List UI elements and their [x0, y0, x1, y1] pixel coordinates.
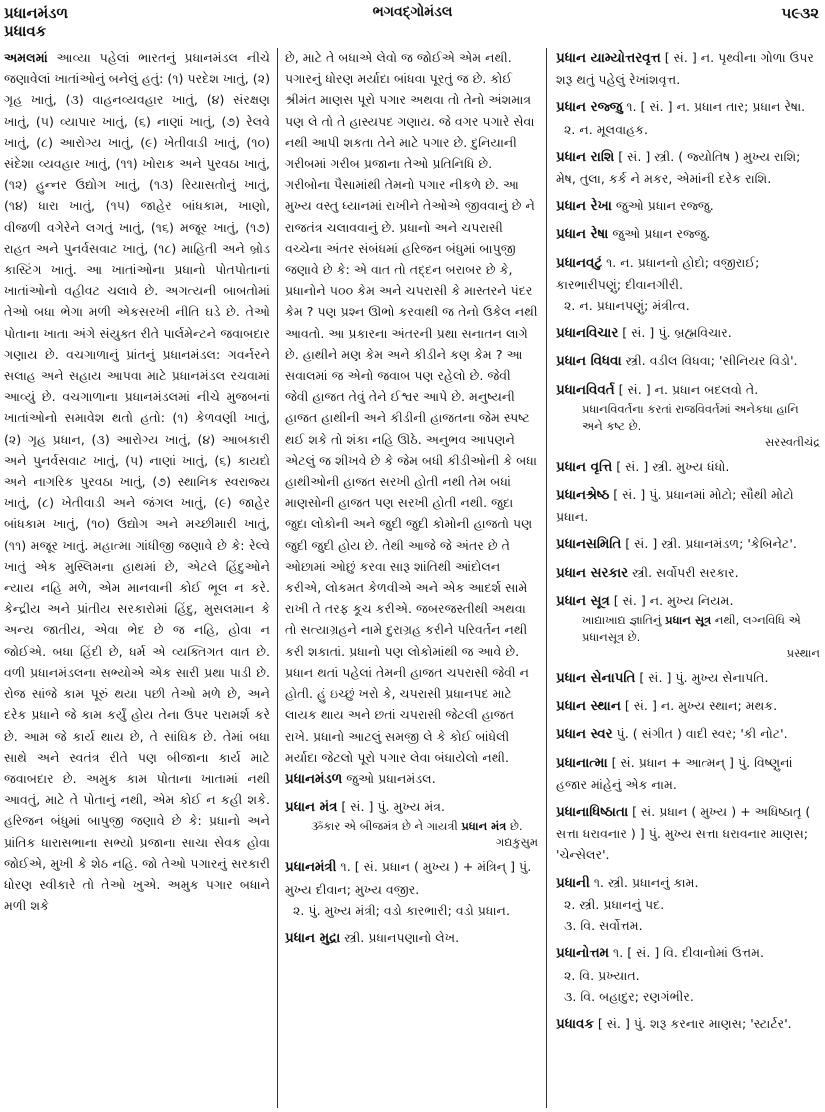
headword: પ્રધાની: [556, 875, 590, 891]
entry-main: [556, 533, 820, 555]
headword: પ્રધાનવટું: [556, 255, 603, 271]
headword: પ્રધાનાત્મા: [556, 755, 608, 771]
quote-source: ગદ્યકુસુમ: [495, 835, 538, 850]
dictionary-entry: [556, 484, 820, 527]
entry-main: [556, 223, 820, 245]
dictionary-entry: [285, 796, 538, 850]
sense: ૩. વિ. બહાદુર; રણગંભીર.: [564, 988, 694, 1004]
dictionary-entry: [556, 47, 820, 90]
headword: પ્રધાવક: [556, 1016, 594, 1032]
headword: પ્રધાન રજ્જુ: [556, 100, 623, 116]
column-divider: [546, 48, 547, 1108]
definition: [ સં. પ્રધાન ( મુખ્ય ) + અધિષ્ઠાતૃ ( સત્તા ધરાવનાર ) ] પું. મુખ્ય સત્તા ધરાવનાર માણસ; 'ચેન્સેલર'.: [556, 804, 811, 863]
headword: પ્રધાનવિવર્ત: [556, 382, 615, 398]
dictionary-entry: [556, 562, 820, 584]
headword: પ્રધાન રેખા: [556, 199, 612, 215]
definition: ૧. [ સં. ] વિ. દીવાનોમાં ઉત્તમ.: [609, 945, 765, 961]
definition: [ સં. ] સ્ત્રી. ( જ્યોતિષ ) મુખ્ય રાશિ; મેષ, તુલા, કર્ક ને મકર, એમાંની દરેક રાશિ.: [556, 148, 801, 187]
page-header: [0, 2, 825, 42]
dictionary-entry: [556, 723, 820, 745]
entry-main: [556, 96, 820, 118]
entry-list: [285, 768, 538, 949]
entry-main: [285, 927, 538, 949]
definition: ૧. સ્ત્રી. પ્રધાનનું કામ.: [589, 874, 699, 890]
headword: પ્રધાન રાશિ: [556, 149, 615, 165]
sense: ૨. સ્ત્રી. પ્રધાનનું પદ.: [564, 896, 665, 912]
headword: પ્રધાન યામ્યોત્તરવૃત્ત: [556, 51, 661, 66]
usage-quote: [285, 818, 538, 850]
definition: [ સં. ] સ્ત્રી. પ્રધાનમંડળ; 'કેબિનેટ'.: [621, 536, 797, 552]
entry-main: [556, 146, 820, 189]
quote-text: પ્રધાનવિવર્તના કરતાં રાજવિવર્તમાં અનેકધા હાનિ અને કષ્ટ છે.: [582, 401, 799, 433]
definition: [ સં. પ્રધાન + આત્મન્ ] પું. વિષ્ણુનાં હજાર માંહેનું એક નામ.: [556, 754, 793, 792]
guide-word-first: પ્રધાનમંડળ: [4, 4, 69, 22]
dictionary-title: ભગવદ્ગોમંડલ: [372, 4, 453, 20]
sense: ૨. પું. મુખ્ય મંત્રી; વડો કારભારી; વડો પ્રધાન.: [293, 902, 510, 918]
definition: [ સં. ] પું. પ્રધાનમાં મોટો; સૌથી મોટો પ્રધાન.: [556, 487, 794, 525]
definition: જુઓ પ્રધાનમંડલ.: [342, 770, 436, 786]
dictionary-entry: [556, 379, 820, 450]
headword: પ્રધાન સૂત્ર: [556, 593, 610, 609]
dictionary-entry: [556, 223, 820, 245]
quote-headword: પ્રધાન મંત્ર: [461, 819, 507, 834]
lead-words: અમલમાં: [4, 50, 48, 65]
dictionary-entry: [556, 667, 820, 689]
definition: ૧. [ સં. પ્રધાન ( મુખ્ય ) + મંત્રિન્ ] પું. મુખ્ય દીવાન; મુખ્ય વજીર.: [285, 859, 532, 897]
quote-source: સરસ્વતીચંદ્ર: [764, 434, 820, 449]
entry-main: [556, 942, 820, 964]
definition: [ સં. ] પું. મુખ્ય સેનાપતિ.: [635, 670, 769, 686]
headword: પ્રધાનસમિતિ: [556, 537, 622, 553]
entry-main: [556, 801, 820, 866]
definition: સ્ત્રી. સર્વોપરી સરકાર.: [628, 564, 739, 580]
page-number: ૫૯૩૨: [781, 4, 819, 22]
definition: [ સં. ] ન. પૃથ્વીના ગોળા ઉપર શરૂ થતું પહેલું રેખાંશવૃત્ત.: [556, 50, 814, 88]
definition: [ સં. ] ન. પ્રધાન બદલવો તે.: [614, 381, 759, 397]
entry-main: [556, 695, 820, 717]
dictionary-entry: [556, 533, 820, 555]
quote-text: નથી, લગ્નવિધિ એ પ્રધાનસૂત્ર છે.: [582, 613, 801, 645]
column-divider: [277, 48, 278, 1108]
headword: પ્રધાન સરકાર: [556, 565, 629, 581]
headword: પ્રધાન સેનાપતિ: [556, 671, 636, 687]
definition: ૧. [ સં. ] ન. પ્રધાન તાર; પ્રધાન રેષા.: [622, 99, 806, 115]
definition: જુઓ પ્રધાન રજ્જુ.: [611, 198, 714, 214]
dictionary-entry: [556, 322, 820, 344]
definition: [ સં. ] ન. મુખ્ય નિયમ.: [609, 592, 734, 608]
usage-quote: [556, 612, 820, 661]
sense: ૨. ન. મૂલવાહક.: [564, 121, 648, 137]
entry-main: [556, 350, 820, 372]
definition: પું. ( સંગીત ) વાદી સ્વર; 'કી નોટ'.: [612, 726, 788, 742]
entry-main: [556, 562, 820, 584]
paragraph-text: આવ્યા પહેલાં ભારતનું પ્રધાનમંડલ નીચે જણાવેલાં ખાતાંઓનું બનેલું હતું: (૧) પરદેશ ખાતું, (૨) ગૃહ ખાતું, (૩) વાહનવ્યવહાર ખાતું, (૪) સંરક્ષણ ખાતું, (૫) વ્યાપાર ખાતું, (૬) નાણાં ખાતું, (૭) રેલવે ખાતું, (૮) આરોગ્ય ખાતું, (૯) ખેતીવાડી ખાતું, (૧૦) સંદેશા વ્યવહાર ખાતું, (૧૧) ખોરાક અને પુરવઠા ખાતું, (૧૨) હુન્નર ઉદ્યોગ ખાતું, (૧૩) રિયાસતોનું ખાતું, (૧૪) ધારા ખાતું, (૧૫) જાહેર બાંધકામ, ખાણો, વીજળી વગેરેને લગતું ખાતું, (૧૬) મજૂર ખાતું, (૧૭) રાહત અને પુનર્વસવાટ ખાતું, (૧૮) માહિતી અને બ્રોડ કાસ્ટિંગ ખાતું. આ ખાતાંઓના પ્રધાનો પોતપોતાનાં ખાતાંઓનો વહીવટ ચલાવે છે. અગત્યની બાબતોમાં તેઓ બધા ભેગા મળી એકસરખી નીતિ ઘડે છે. તેઓ પોતાના ખાતા અંગે સંયુક્ત રીતે પાર્લમેન્ટને જવાબદાર ગણાય છે. વચગાળાનું પ્રાંતનું પ્રધાનમંડલ: ગવર્નરને સલાહ અને સહાય આપવા માટે પ્રધાનમંડલ રચવામાં આવ્યું છે. વચગાળાના પ્રધાનમંડલમાં નીચે મુજબનાં ખાતાંઓનો સમાવેશ થતો હતો: (૧) કેળવણી ખાતું, (૨) ગૃહ પ્રધાન, (૩) આરોગ્ય ખાતું, (૪) આબકારી અને પુનર્વસવાટ ખાતું, (૫) નાણાં ખાતું, (૬) કાયદો અને નાગરિક પુરવઠા ખાતું, (૭) સ્થાનિક સ્વરાજ્ય ખાતું, (૮) ખેતીવાડી અને જંગલ ખાતું, (૯) જાહેર બાંધકામ ખાતું, (૧૦) ઉદ્યોગ અને મચ્છીમારી ખાતું, (૧૧) મજૂર ખાતું. મહાત્મા ગાંધીજી જણાવે છે કે: રેલ્વે ખાતું એક મુસ્લિમના હાથમાં છે, એટલે હિંદુઓને ન્યાય નહિ મળે, એમ માનવાની કોઈ ભૂલ ન કરે. કેન્દ્રીય અને પ્રાંતીય સરકારોમાં હિંદુ, મુસલમાન કે અન્ય જાતીય, એવા ભેદ છે જ નહિ, હોવા ન જોઈએ. બધા હિંદી છે, ધર્મ એ વ્યક્તિગત વાત છે. વળી પ્રધાનમંડલના સભ્યોએ એક સારી પ્રથા પાડી છે. રોજ સાંજે કામ પૂરું થયા પછી તેઓ મળે છે, અને દરેક પ્રધાને જે કામ કર્યું હોય તેના ઉપર પરામર્શ કરે છે. આમ જે કાર્ય થાય છે, તે સાંઘિક છે. તેમાં બધા સાથે અને સ્વતંત્ર રીતે પણ બીજાના કાર્ય માટે જવાબદાર છે. અમુક કામ પોતાના ખાતામાં નથી આવતું, માટે તે પોતાનું નથી, એમ કોઈ ન કહી શકે. હરિજન બંધુમાં બાપુજી જણાવે છે કે: પ્રધાનો અને પ્રાંતિક ધારાસભાના સભ્યો પ્રજાના સાચા સેવક હોવા જોઈએ, મુખી કે શેઠ નહિ. જો તેઓ પગારનું સરકારી ધોરણ સ્વીકારે તો તેઓ ખુએ. અમુક પગાર બધાને મળી શકે: [4, 50, 270, 914]
dictionary-entry: [556, 350, 820, 372]
dictionary-entry: [556, 752, 820, 795]
entry-main: [556, 379, 820, 401]
quote-source: પ્રસ્થાન: [786, 646, 820, 661]
dictionary-entry: [556, 801, 820, 866]
headword: પ્રધાન મંત્ર: [285, 800, 338, 816]
quote-headword: પ્રધાન સૂત્ર: [665, 613, 712, 628]
definition: સ્ત્રી. વડીલ વિધવા; 'સીનિયર વિડો'.: [621, 353, 798, 369]
headword: પ્રધાનમંત્રી: [285, 860, 337, 876]
sense: ૩. વિ. સર્વોત્તમ.: [564, 918, 643, 934]
definition: [ સં. ] પું. શરૂ કરનાર માણસ; 'સ્ટાર્ટર'.: [593, 1015, 792, 1031]
headword: પ્રધાન સ્વર: [556, 727, 613, 743]
column-3: [556, 47, 820, 1041]
entry-main: [285, 768, 538, 790]
continued-paragraph: છે, માટે તે બધાએ લેવો જ જોઈએ એમ નથી. પગારનું ધોરણ મર્યાદા બાંધવા પૂરતું જ છે. કોઈ શ્રીમંત માણસ પૂરો પગાર અથવા તો તેનો અંશમાત્ર પણ લે તો તે હાસ્યપદ ગણાય. જે વગર પગારે સેવા નથી આપી શકતા તેને માટે પગાર છે. દુનિયાની ગરીબમાં ગરીબ પ્રજાના તેઓ પ્રતિનિધિ છે. ગરીબોના પૈસામાંથી તેમનો પગાર નીકળે છે. આ મુખ્ય વસ્તુ ધ્યાનમાં રાખીને તેઓએ જીવવાનું છે ને રાજતંત્ર ચલાવવાનું છે. પ્રધાનો અને ચપરાસી વચ્ચેના અંતર સંબંધમાં હરિજન બંધુમાં બાપુજી જણાવે છે કે: એ વાત તો તદ્દન બરાબર છે કે, પ્રધાનોને ૫૦૦ કેમ અને ચપરાસી કે માસ્તરને પંદર કેમ ? પણ પ્રશ્ન ઊભો કરવાથી જ તેનો ઉકેલ નથી આવતો. આ પ્રકારના અંતરની પ્રથા સનાતન લાગે છે. હાથીને મણ કેમ અને કીડીને કણ કેમ ? આ સવાલમાં જ એનો જવાબ પણ રહેલો છે. જેવી જેવી હાજત તેવું તેને ઈશ્વર આપે છે. મનુષ્યની હાજત હાથીની અને કીડીની હાજતના જેમ સ્પષ્ટ થઈ શકે તો શંકા નહિ ઊઠે. અનુભવ આપણને એટલું જ શીખવે છે કે જેમ બધી કીડીઓની કે બધા હાથીઓની હાજત સરખી હોતી નથી તેમ બધાં માણસોની હાજત પણ સરખી હોતી નથી. જુદા જુદા લોકોની અને જુદી જુદી કોમોની હાજતો પણ જુદી જુદી હોય છે. તેથી આજે જે અંતર છે તે ઓછામાં ઓછું કરવા સારૂ શાંતિથી આંદોલન કરીએ, લોકમત કેળવીએ અને એક આદર્શ સામે રાખી તે તરફ કૂચ કરીએ. જબરજસ્તીથી અથવા તો સત્યાગ્રહને નામે દુરાગ્રહ કરીને પરિવર્તન નથી કરી શકાતાં. પ્રધાનો પણ લોકોમાંથી જ આવે છે. પ્રધાન થતાં પહેલાં તેમની હાજત ચપરાસી જેવી ન હોતી. હું ઇચ્છું ખરો કે, ચપરાસી પ્રધાનપદ માટે લાયક થાય અને છતાં ચપરાસી જેટલી હાજત રાખે. પ્રધાનો આટલું સમજી લે કે કોઈ બાંધેલી મર્યાદા જેટલો પૂરો પગાર લેવા બંધાયેલો નથી.: [285, 50, 538, 765]
entry-main: [285, 796, 538, 818]
dictionary-entry: [285, 856, 538, 921]
headword: પ્રધાન મુદ્રા: [285, 930, 341, 946]
continued-paragraph: [4, 47, 270, 916]
definition: [ સં. ] ન. મુખ્ય સ્થાન; મથક.: [620, 698, 778, 714]
guide-word-last: પ્રધાવક: [4, 22, 47, 40]
dictionary-entry: [556, 252, 820, 317]
entry-main: [556, 47, 820, 90]
sense: ૨. વિ. પ્રખ્યાત.: [564, 967, 640, 983]
quote-text: ૐકાર એ બીજમંત્ર છે ને ગાયત્રી: [311, 819, 462, 834]
headword: પ્રધાનમંડળ: [285, 771, 343, 787]
entry-main: [556, 752, 820, 795]
headword: પ્રધાનવિચાર: [556, 326, 619, 342]
entry-main: [556, 872, 820, 894]
entry-main: [556, 195, 820, 217]
entry-main: [556, 252, 820, 295]
dictionary-entry: [556, 872, 820, 937]
dictionary-entry: [556, 96, 820, 139]
quote-text: છે.: [506, 819, 523, 834]
entry-main: [556, 456, 820, 478]
dictionary-entry: [556, 195, 820, 217]
definition: ૧. ન. પ્રધાનનો હોદો; વજીરાઈ; કારભારીપણું; દીવાનગીરી.: [556, 254, 760, 292]
dictionary-entry: [556, 695, 820, 717]
dictionary-entry: [556, 1013, 820, 1035]
dictionary-entry: [285, 927, 538, 949]
entry-main: [556, 590, 820, 612]
headword: પ્રધાન સ્થાન: [556, 699, 621, 715]
definition: [ સં. ] સ્ત્રી. મુખ્ય ધંધો.: [612, 458, 730, 474]
dictionary-entry: [556, 942, 820, 1007]
definition: જુઓ પ્રધાન રજ્જુ.: [608, 226, 711, 242]
sense: ૨. ન. પ્રધાનપણું; મંત્રીત્વ.: [564, 298, 690, 314]
column-1: [4, 47, 270, 916]
entry-main: [285, 856, 538, 899]
definition: સ્ત્રી. પ્રધાનપણાનો લેખ.: [340, 929, 460, 945]
dictionary-entry: [285, 768, 538, 790]
headword: પ્રધાન વિધવા: [556, 354, 622, 370]
headword: પ્રધાન રેષા: [556, 227, 609, 243]
headword: પ્રધાન વૃત્તિ: [556, 459, 613, 475]
definition: [ સં. ] પું. મુખ્ય મંત્ર.: [337, 799, 446, 815]
definition: [ સં. ] પું. બ્રહ્મવિચાર.: [618, 325, 732, 341]
entry-list: [556, 47, 820, 1035]
dictionary-entry: [556, 590, 820, 661]
quote-text: ખાદ્યાખાદ્ય જ્ઞાતિનું: [582, 613, 666, 628]
entry-main: [556, 1013, 820, 1035]
dictionary-entry: [556, 456, 820, 478]
entry-main: [556, 667, 820, 689]
entry-main: [556, 484, 820, 527]
headword: પ્રધાનોત્તમ: [556, 946, 610, 962]
headword: પ્રધાનાધિષ્ઠાતા: [556, 805, 629, 821]
usage-quote: [556, 401, 820, 450]
dictionary-entry: [556, 146, 820, 189]
column-2: [285, 47, 538, 955]
headword: પ્રધાનશ્રેષ્ઠ: [556, 488, 610, 504]
entry-main: [556, 723, 820, 745]
entry-main: [556, 322, 820, 344]
